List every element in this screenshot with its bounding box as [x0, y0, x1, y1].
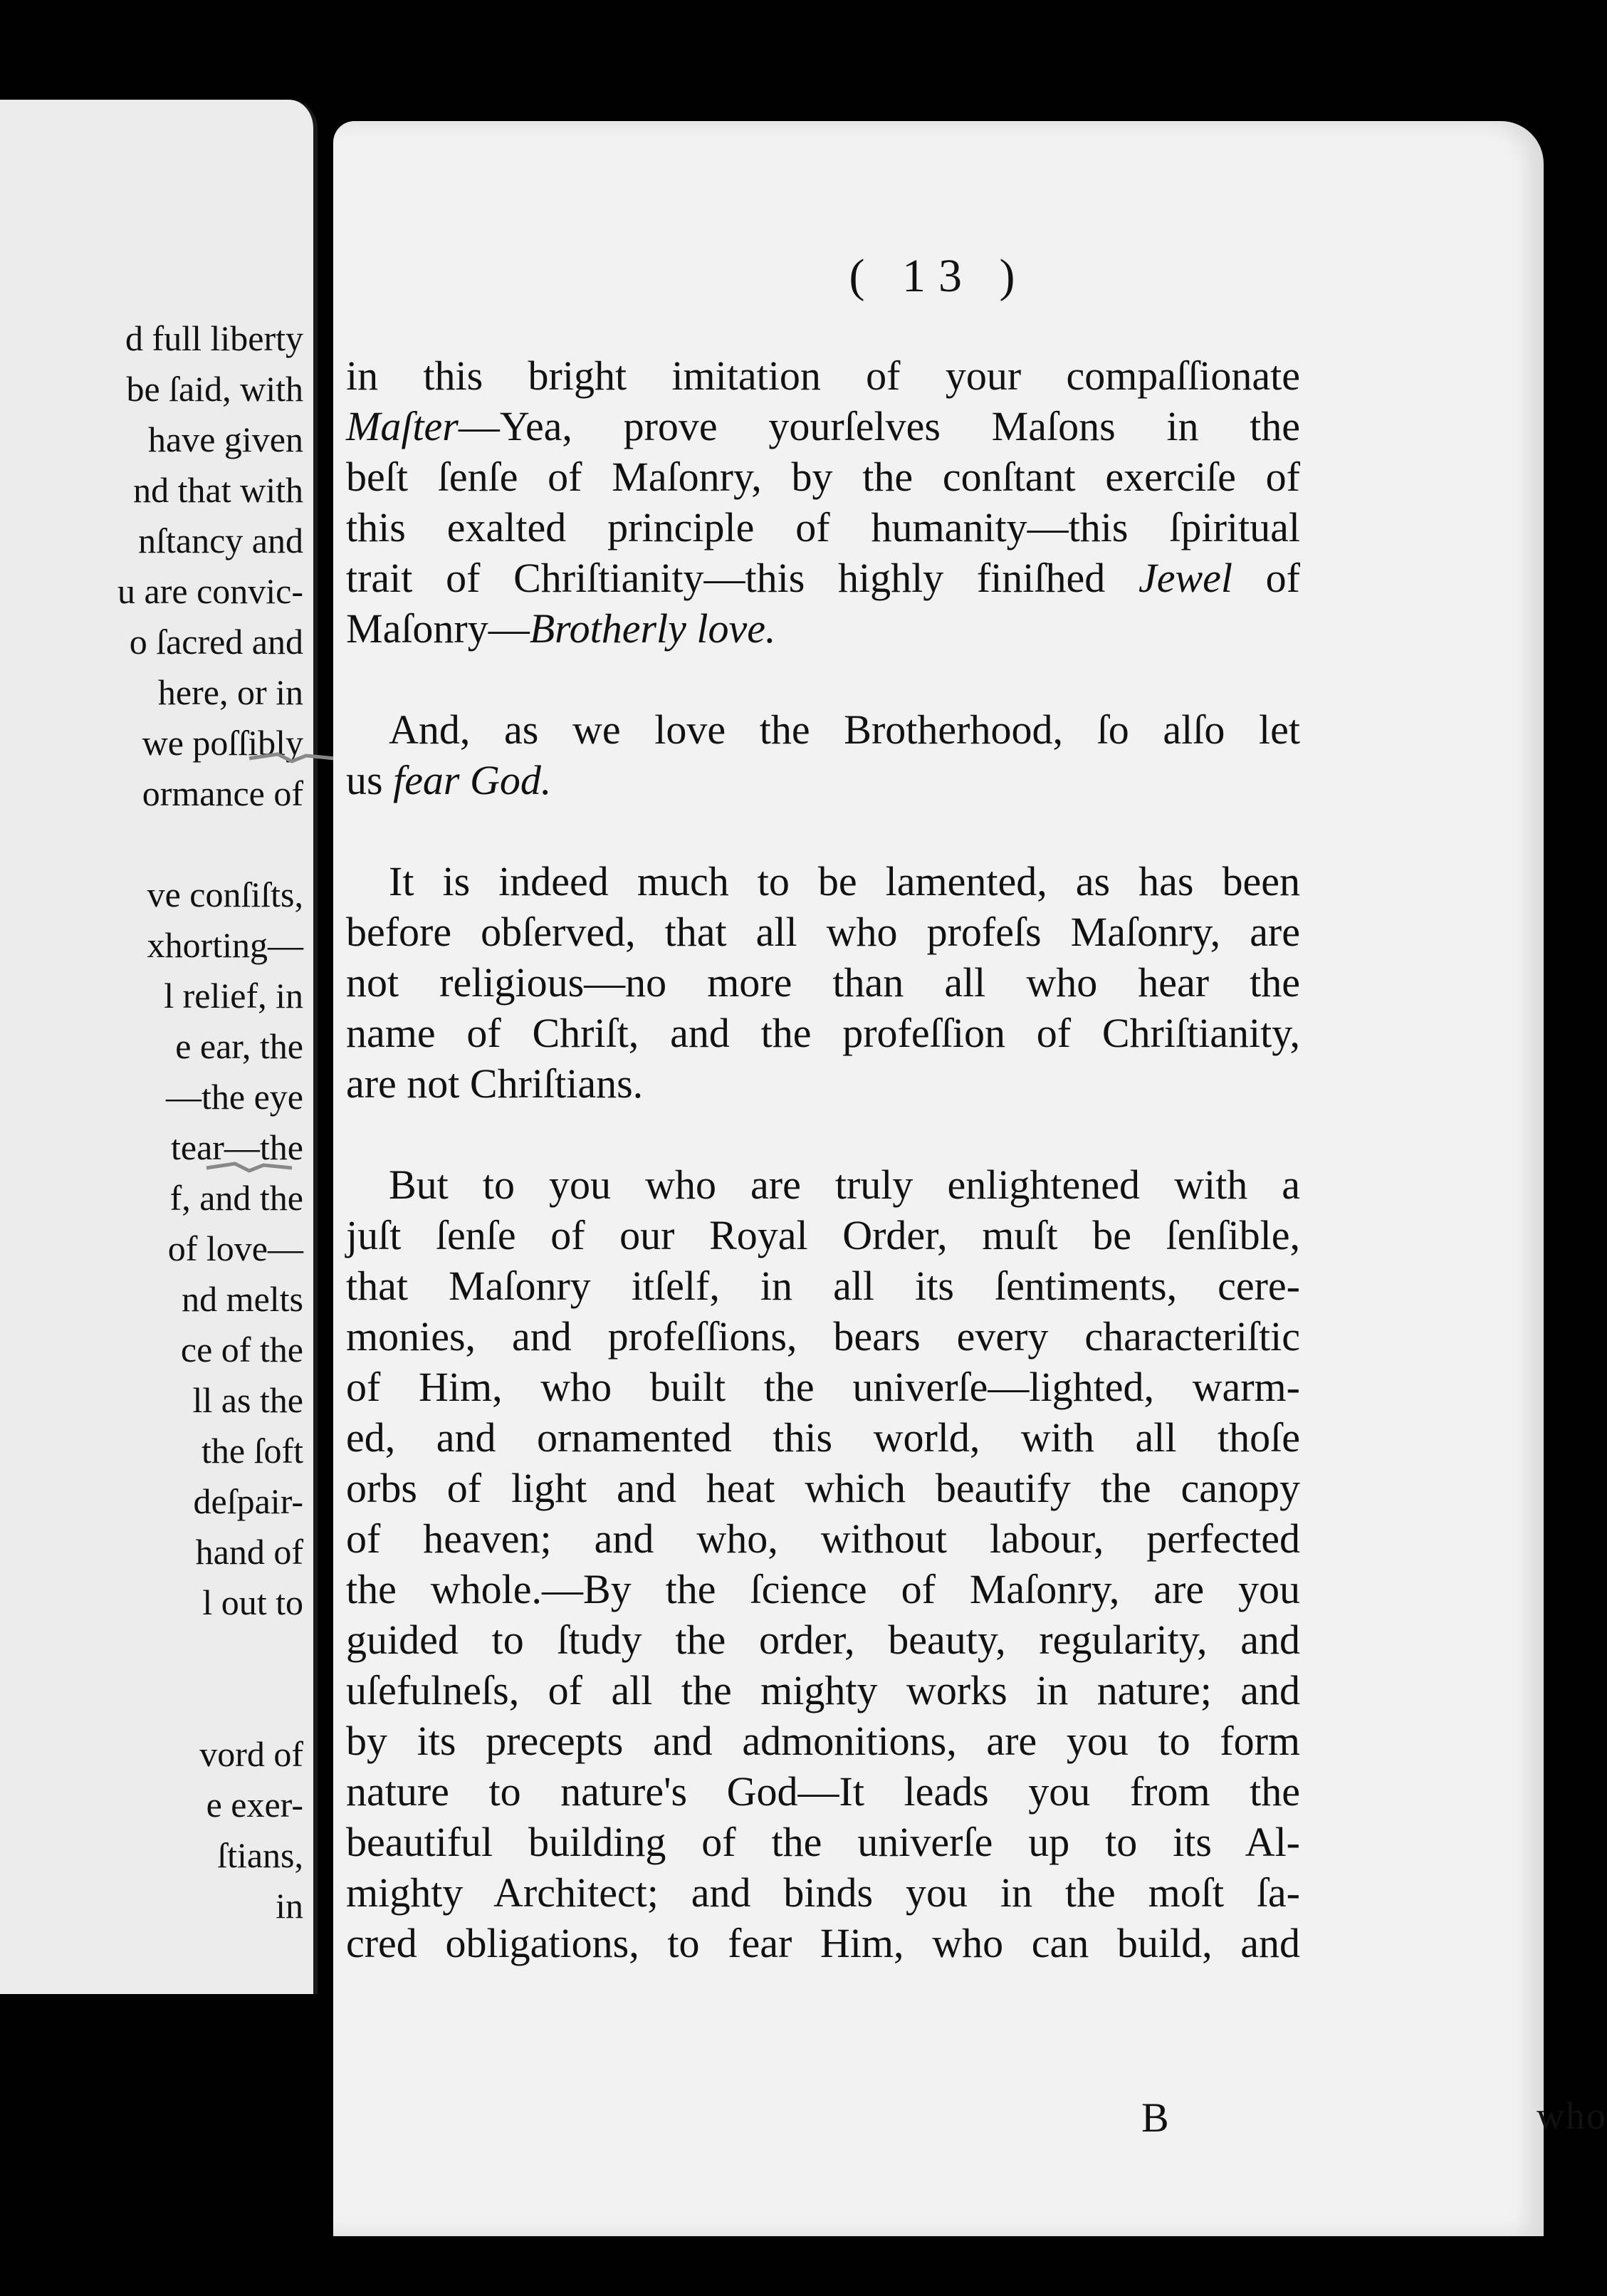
text-line: are not Chriſtians. [346, 1060, 644, 1107]
left-facing-page [0, 100, 318, 1994]
left-line: o ſacred and [129, 622, 303, 662]
left-line: be ſaid, with [126, 369, 303, 409]
text-run: us [346, 757, 394, 803]
left-line: nd that with [133, 470, 303, 510]
left-line: ſtians, [217, 1835, 303, 1875]
text-line: But to you who are truly enlightened with a [389, 1162, 1300, 1208]
text-line: name of Chriſt, and the profeſſion of Chriſtianity, [346, 1010, 1300, 1056]
left-line: u are convic- [117, 571, 303, 611]
text-line: nature to nature's God—It leads you from the [346, 1768, 1300, 1815]
text-line: of Him, who built the univerſe—lighted, warm- [346, 1364, 1300, 1410]
text-line [346, 401, 1300, 452]
binding-stitch-icon [206, 1161, 292, 1175]
text-line: beſt ſenſe of Maſonry, by the conſtant exerciſe of [346, 454, 1300, 500]
left-line: vord of [199, 1734, 303, 1774]
left-line: we poſſibly [142, 723, 303, 763]
text-line: cred obligations, to fear Him, who can build, and [346, 1920, 1300, 1966]
text-line [346, 603, 1300, 654]
left-line: —the eye [166, 1077, 303, 1117]
italic-word: Brotherly love. [529, 605, 776, 652]
text-run: of [1232, 555, 1300, 601]
text-line: And, as we love the Brotherhood, ſo alſo let [389, 706, 1300, 753]
text-line: this exalted principle of humanity—this ſpiritual [346, 504, 1300, 550]
text-line: in this bright imitation of your compaſſionate [346, 353, 1300, 399]
signature-mark: B [1141, 2094, 1169, 2141]
italic-word: Maſter [346, 403, 459, 449]
left-line: ll as the [192, 1380, 303, 1420]
left-line: xhorting— [147, 925, 303, 965]
text-line: not religious—no more than all who hear the [346, 959, 1300, 1006]
left-page-text [0, 313, 303, 1931]
text-run: —Yea, prove yourſelves Maſons in the [458, 403, 1300, 449]
text-line: ed, and ornamented this world, with all thoſe [346, 1414, 1300, 1461]
left-line: nd melts [182, 1279, 303, 1319]
main-page [333, 121, 1607, 2236]
page-number: ( 13 ) [849, 250, 1028, 302]
text-run: Maſonry— [346, 605, 530, 652]
left-line: deſpair- [193, 1481, 303, 1521]
text-line: juſt ſenſe of our Royal Order, muſt be ſenſible, [346, 1212, 1300, 1258]
text-line [346, 553, 1300, 603]
left-line: e exer- [206, 1785, 303, 1825]
left-line: e ear, the [175, 1026, 303, 1066]
left-line: in [276, 1886, 303, 1926]
left-line: have given [148, 419, 303, 459]
left-line: hand of [195, 1532, 303, 1572]
text-line: the whole.—By the ſcience of Maſonry, are you [346, 1566, 1300, 1612]
text-line: by its precepts and admonitions, are you to form [346, 1718, 1300, 1764]
left-line: here, or in [157, 672, 303, 712]
page-body-text [346, 350, 1300, 1968]
text-line: mighty Architect; and binds you in the moſt ſa- [346, 1869, 1300, 1916]
italic-word: fear God. [393, 757, 552, 803]
left-line: ormance of [142, 773, 303, 813]
text-line: that Maſonry itſelf, in all its ſentiments, cere- [346, 1263, 1300, 1309]
text-line: before obſerved, that all who profeſs Maſonry, are [346, 909, 1300, 955]
text-line [346, 755, 1300, 805]
binding-stitch-icon [249, 751, 335, 766]
left-line: ve conſiſts, [147, 875, 303, 914]
left-line: the ſoft [201, 1431, 303, 1471]
text-line: monies, and profeſſions, bears every characteriſtic [346, 1313, 1300, 1360]
italic-word: Jewel [1138, 555, 1232, 601]
left-line: ce of the [180, 1330, 303, 1369]
text-line: It is indeed much to be lamented, as has been [389, 858, 1300, 904]
left-line: l out to [202, 1582, 303, 1622]
left-line: nſtancy and [138, 521, 303, 560]
left-line: of love— [167, 1228, 303, 1268]
text-line: of heaven; and who, without labour, perfected [346, 1515, 1300, 1562]
text-line: guided to ſtudy the order, beauty, regularity, and [346, 1617, 1300, 1663]
text-line: uſefulneſs, of all the mighty works in nature; and [346, 1667, 1300, 1713]
text-line: beautiful building of the univerſe up to its Al- [346, 1819, 1300, 1865]
text-run: trait of Chriſtianity—this highly finiſhed [346, 555, 1138, 601]
text-line: orbs of light and heat which beautify the canopy [346, 1465, 1300, 1511]
catchword: who [1537, 2094, 1607, 2137]
left-line: l relief, in [164, 976, 303, 1016]
left-line: tear—the [170, 1127, 303, 1167]
left-line: d full liberty [125, 318, 303, 358]
left-line: f, and the [169, 1178, 303, 1218]
